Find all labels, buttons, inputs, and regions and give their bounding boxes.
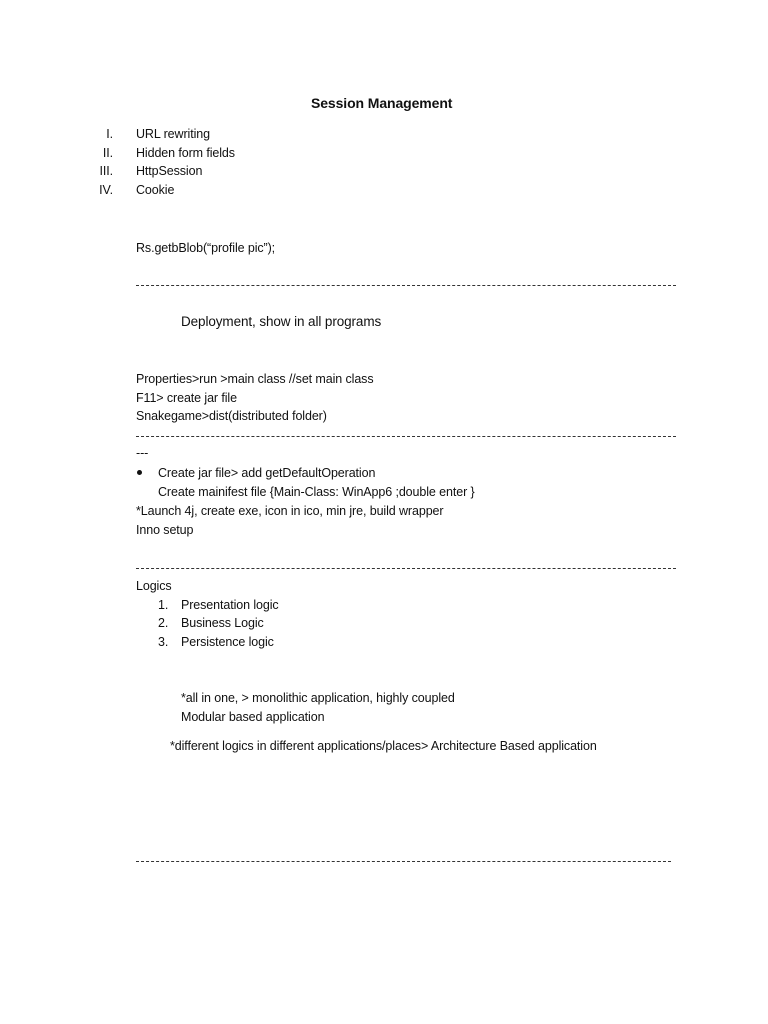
list-item-text: Cookie [136,183,175,197]
modular-line: Modular based application [181,710,325,724]
code-line: Rs.getbBlob(“profile pic”); [136,241,276,255]
dash-tail: --- [136,446,149,460]
architecture-line: *different logics in different applications/places> Architecture Based application [170,739,597,753]
list-number: III. [99,164,113,178]
list-item-text: URL rewriting [136,127,210,141]
list-item-text: HttpSession [136,164,203,178]
bullet-line: Create mainifest file {Main-Class: WinApp6 ;double enter } [158,485,475,499]
dashed-divider [136,285,676,286]
list-number: 1. [158,598,169,612]
logics-heading: Logics [136,579,172,593]
list-number: IV. [99,183,113,197]
dashed-divider [136,568,676,569]
list-item-text: Presentation logic [181,598,279,612]
list-item-text: Hidden form fields [136,146,235,160]
bullet-icon [137,470,142,475]
list-item-text: Persistence logic [181,635,274,649]
list-number: 2. [158,616,169,630]
list-number: I. [106,127,113,141]
page-title: Session Management [311,95,453,111]
list-number: 3. [158,635,169,649]
dashed-divider [136,436,676,437]
properties-line: Snakegame>dist(distributed folder) [136,409,327,423]
properties-line: Properties>run >main class //set main class [136,372,374,386]
list-number: II. [102,146,113,160]
monolithic-line: *all in one, > monolithic application, highly coupled [181,691,455,705]
bullet-line: Create jar file> add getDefaultOperation [158,466,376,480]
properties-line: F11> create jar file [136,391,237,405]
launch-line: *Launch 4j, create exe, icon in ico, min jre, build wrapper [136,504,444,518]
inno-line: Inno setup [136,523,194,537]
dashed-divider [136,861,671,862]
deployment-heading: Deployment, show in all programs [181,314,382,329]
list-item-text: Business Logic [181,616,264,630]
